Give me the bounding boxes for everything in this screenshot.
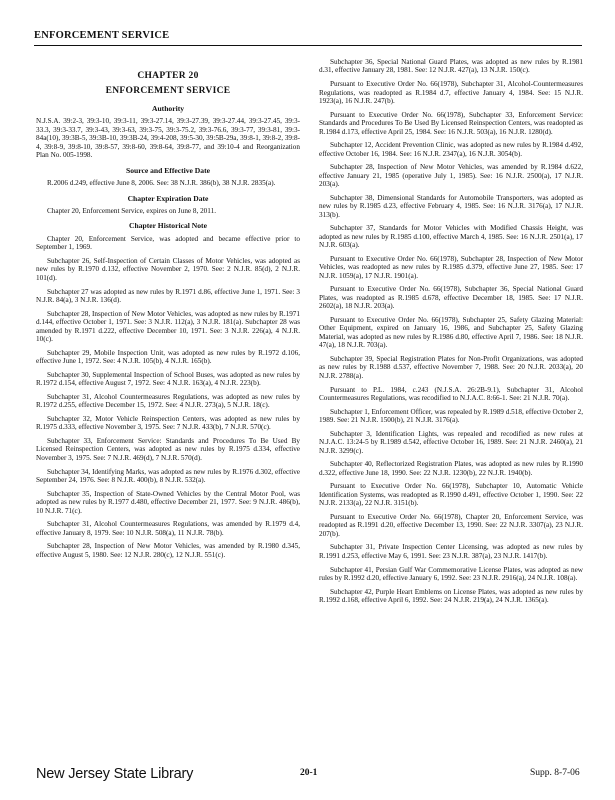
history-note: Subchapter 40, Reflectorized Registration Plates, was adopted as new rules by R.1990 d.322, effective June 18, 1990. See: 22 N.J.R. 1230(b), 22 N.J.R. 1940(b). (319, 460, 583, 477)
history-note: Subchapter 28, Inspection of New Motor Vehicles, was amended by R.1984 d.622, effective January 21, 1985 (operative July 1, 1985). See: 16 N.J.R. 2500(a), 17 N.J.R. 203(a). (319, 163, 583, 189)
history-note: Subchapter 35, Inspection of State-Owned Vehicles by the Central Motor Pool, was adopted as new rules by R.1977 d.480, effective December 21, 1977. See: 9 N.J.R. 486(b), 10 N.J.R. 71(c). (36, 489, 300, 515)
history-note: Pursuant to Executive Order No. 66(1978), Subchapter 28, Inspection of New Motor Vehicles, was readopted as new rules by R.1985 d.379, effective June 27, 1985. See: 17 N.J.R. 1059(a), 17 N.J.R. 1901(a). (319, 254, 583, 280)
history-note: Subchapter 42, Purple Heart Emblems on License Plates, was adopted as new rules by R.1992 d.168, effective April 6, 1992. See: 24 N.J.R. 219(a), 24 N.J.R. 1365(a). (319, 587, 583, 605)
history-note: Subchapter 31, Alcohol Countermeasures Regulations, was amended by R.1979 d.4, effective January 8, 1979. See: 10 N.J.R. 508(a), 11 N.J.R. 78(b). (36, 520, 300, 537)
history-note: Pursuant to Executive Order No. 66(1978), Subchapter 36, Special National Guard Plates, was readopted as R.1985 d.678, effective December 18, 1985. See: 17 N.J.R. 2602(a), 18 N.J.R. 203(a). (319, 285, 583, 311)
authority-heading: Authority (151, 103, 185, 113)
expiration-heading: Chapter Expiration Date (127, 193, 209, 203)
history-note: Subchapter 29, Mobile Inspection Unit, was adopted as new rules by R.1972 d.106, effective June 1, 1972. See: 4 N.J.R. 105(b), 4 N.J.R. 165(b). (36, 348, 300, 366)
history-note: Chapter 20, Enforcement Service, was adopted and became effective prior to September 1, 1969. (36, 234, 300, 252)
history-note: Subchapter 28, Inspection of New Motor Vehicles, was adopted as new rules by R.1971 d.144, effective October 1, 1971. See: 3 N.J.R. 112(a), 3 N.J.R. 181(a). Subchapter 28 was amended by R.1971 d.222, effective December 10, 1971. See: 3 N.J.R. 226(a), 4 N.J.R. 10(c). (36, 309, 300, 343)
history-note: Subchapter 28, Inspection of New Motor Vehicles, was amended by R.1980 d.345, effective August 5, 1980. See: 12 N.J.R. 280(c), 12 N.J.R. 551(c). (36, 542, 300, 559)
history-heading: Chapter Historical Note (129, 221, 207, 231)
source-text: R.2006 d.249, effective June 8, 2006. See: 38 N.J.R. 386(b), 38 N.J.R. 2835(a). (47, 179, 276, 188)
history-note: Subchapter 31, Private Inspection Center Licensing, was adopted as new rules by R.1991 d.253, effective May 6, 1991. See: 23 N.J.R. 387(a), 23 N.J.R. 1417(b). (319, 543, 583, 560)
history-note: Subchapter 34, Identifying Marks, was adopted as new rules by R.1976 d.302, effective September 24, 1976. See: 8 N.J.R. 400(b), 8 N.J.R. 532(a). (36, 467, 300, 484)
history-note: Subchapter 12, Accident Prevention Clinic, was adopted as new rules by R.1984 d.492, effective October 16, 1984. See: 16 N.J.R. 2347(a), 16 N.J.R. 3054(b). (319, 141, 583, 158)
history-note: Subchapter 37, Standards for Motor Vehicles with Modified Chassis Height, was adopted as new rules by R.1985 d.100, effective March 4, 1985. See: 16 N.J.R. 2501(a), 17 N.J.R. 603(a). (319, 224, 583, 250)
history-note: Subchapter 30, Supplemental Inspection of School Buses, was adopted as new rules by R.1972 d.154, effective August 7, 1972. See: 4 N.J.R. 163(a), 4 N.J.R. 223(b). (36, 370, 300, 388)
history-note: Subchapter 39, Special Registration Plates for Non-Profit Organizations, was adopted as new rules by R.1988 d.537, effective November 7, 1988. See: 20 N.J.R. 2033(a), 20 N.J.R. 2788(a). (319, 355, 583, 380)
authority-text: N.J.S.A. 39:2-3, 39:3-10, 39:3-11, 39:3-27.14, 39:3-27.39, 39:3-27.44, 39:3-27.45, 39:3-33.3, 39:3-33.7, 39:3-43, 39:3-63, 39:3-75, 39:3-75.2, 39:3-76.6, 39:3-77, 39:3-81, 39:3-84a(10), 39:3B-5, 39:3B-10, 39:3B-24, 39:4-208, 39:5-30, 39:5B-29a, 39:8-1, 39:8-2, 39:8-4, 39:8-9, 39:8-10, 39:8-57, 39:8-60, 39:8-64, 39:8-77, and 39:10-4 and Reorganization Plan No. 005-1998. (36, 117, 300, 160)
history-note: Subchapter 41, Persian Gulf War Commemorative License Plates, was adopted as new rules by R.1992 d.20, effective January 6, 1992. See: 23 N.J.R. 2916(a), 24 N.J.R. 108(a). (319, 565, 583, 583)
history-note: Subchapter 31, Alcohol Countermeasures Regulations, was adopted as new rules by R.1972 d.255, effective December 15, 1972. See: 4 N.J.R. 273(a), 5 N.J.R. 18(c). (36, 392, 300, 410)
source-heading: Source and Effective Date (125, 165, 210, 175)
history-note: Subchapter 38, Dimensional Standards for Automobile Transporters, was adopted as new rules by R.1985 d.23, effective February 4, 1985. See: 16 N.J.R. 3176(a), 17 N.J.R. 313(b). (319, 193, 583, 219)
history-notes-left (36, 235, 300, 559)
chapter-title: ENFORCEMENT SERVICE (105, 86, 231, 97)
chapter-number: CHAPTER 20 (137, 71, 199, 81)
supplement-date: Supp. 8-7-06 (530, 768, 580, 778)
history-note: Subchapter 3, Identification Lights, was repealed and recodified as new rules at N.J.A.C. 13:24-5 by R.1989 d.542, effective October 16, 1989. See: 21 N.J.R. 2460(a), 21 N.J.R. 3299(c). (319, 429, 583, 455)
history-note: Pursuant to Executive Order No. 66(1978), Chapter 20, Enforcement Service, was readopted as R.1991 d.20, effective December 13, 1990. See: 22 N.J.R. 3307(a), 23 N.J.R. 207(b). (319, 512, 583, 538)
right-column (319, 58, 583, 610)
history-notes-right (319, 58, 583, 605)
expiration-text: Chapter 20, Enforcement Service, expires on June 8, 2011. (47, 206, 216, 215)
history-note: Subchapter 1, Enforcement Officer, was repealed by R.1989 d.518, effective October 2, 1989. See: 21 N.J.R. 1500(b), 21 N.J.R. 3176(a). (319, 407, 583, 425)
running-head: ENFORCEMENT SERVICE (34, 30, 170, 41)
history-note: Pursuant to Executive Order No. 66(1978), Subchapter 31, Alcohol-Countermeasures Regulations, was readopted as R.1984 d.7, effective January 4, 1984. See: 15 N.J.R. 1923(a), 16 N.J.R. 247(b). (319, 80, 583, 105)
history-note: Subchapter 32, Motor Vehicle Reinspection Centers, was adopted as new rules by R.1975 d.333, effective November 3, 1975. See: 7 N.J.R. 433(b), 7 N.J.R. 570(c). (36, 414, 300, 432)
history-note: Subchapter 27 was adopted as new rules by R.1971 d.86, effective June 1, 1971. See: 3 N.J.R. 84(a), 3 N.J.R. 136(d). (36, 287, 300, 304)
history-note: Subchapter 36, Special National Guard Plates, was adopted as new rules by R.1981 d.31, effective January 28, 1981. See: 12 N.J.R. 427(a), 13 N.J.R. 150(c). (319, 58, 583, 75)
history-note: Subchapter 33, Enforcement Service: Standards and Procedures To Be Used By Licensed Reinspection Centers, was adopted as new rules by R.1975 d.334, effective November 3, 1975. See: 7 N.J.R. 469(d), 7 N.J.R. 570(d). (36, 437, 300, 462)
history-note: Subchapter 26, Self-Inspection of Certain Classes of Motor Vehicles, was adopted as new rules by R.1970 d.132, effective November 2, 1970. See: 2 N.J.R. 85(d), 2 N.J.R. 101(d). (36, 256, 300, 282)
library-watermark: New Jersey State Library (36, 766, 194, 782)
page-number: 20-1 (300, 768, 318, 778)
history-note: Pursuant to Executive Order No. 66(1978), Subchapter 33, Enforcement Service: Standards and Procedures To Be Used By Licensed Reinspection Centers, was readopted as R.1984 d.173, effective April 25, 1984. See: 16 N.J.R. 503(a), 16 N.J.R. 1280(d). (319, 110, 583, 136)
left-column (36, 72, 300, 564)
history-note: Pursuant to Executive Order No. 66(1978), Subchapter 25, Safety Glazing Material: Other Equipment, expired on January 16, 1986, and Subchapter 25, Safety Glazing Material, was adopted as new rules by R.1986 d.80, effective April 7, 1986. See: 18 N.J.R. 47(a), 18 N.J.R. 703(a). (319, 316, 583, 350)
header-rule (34, 45, 582, 46)
history-note: Pursuant to P.L. 1984, c.243 (N.J.S.A. 26:2B-9.1), Subchapter 31, Alcohol Countermeasures Regulations, was recodified to N.J.A.C. 8:66-1. See: 21 N.J.R. 70(a). (319, 385, 583, 403)
history-note: Pursuant to Executive Order No. 66(1978), Subchapter 10, Automatic Vehicle Identification Systems, was readopted as R.1990 d.491, effective October 1, 1990. See: 22 N.J.R. 2133(a), 22 N.J.R. 3151(b). (319, 482, 583, 508)
